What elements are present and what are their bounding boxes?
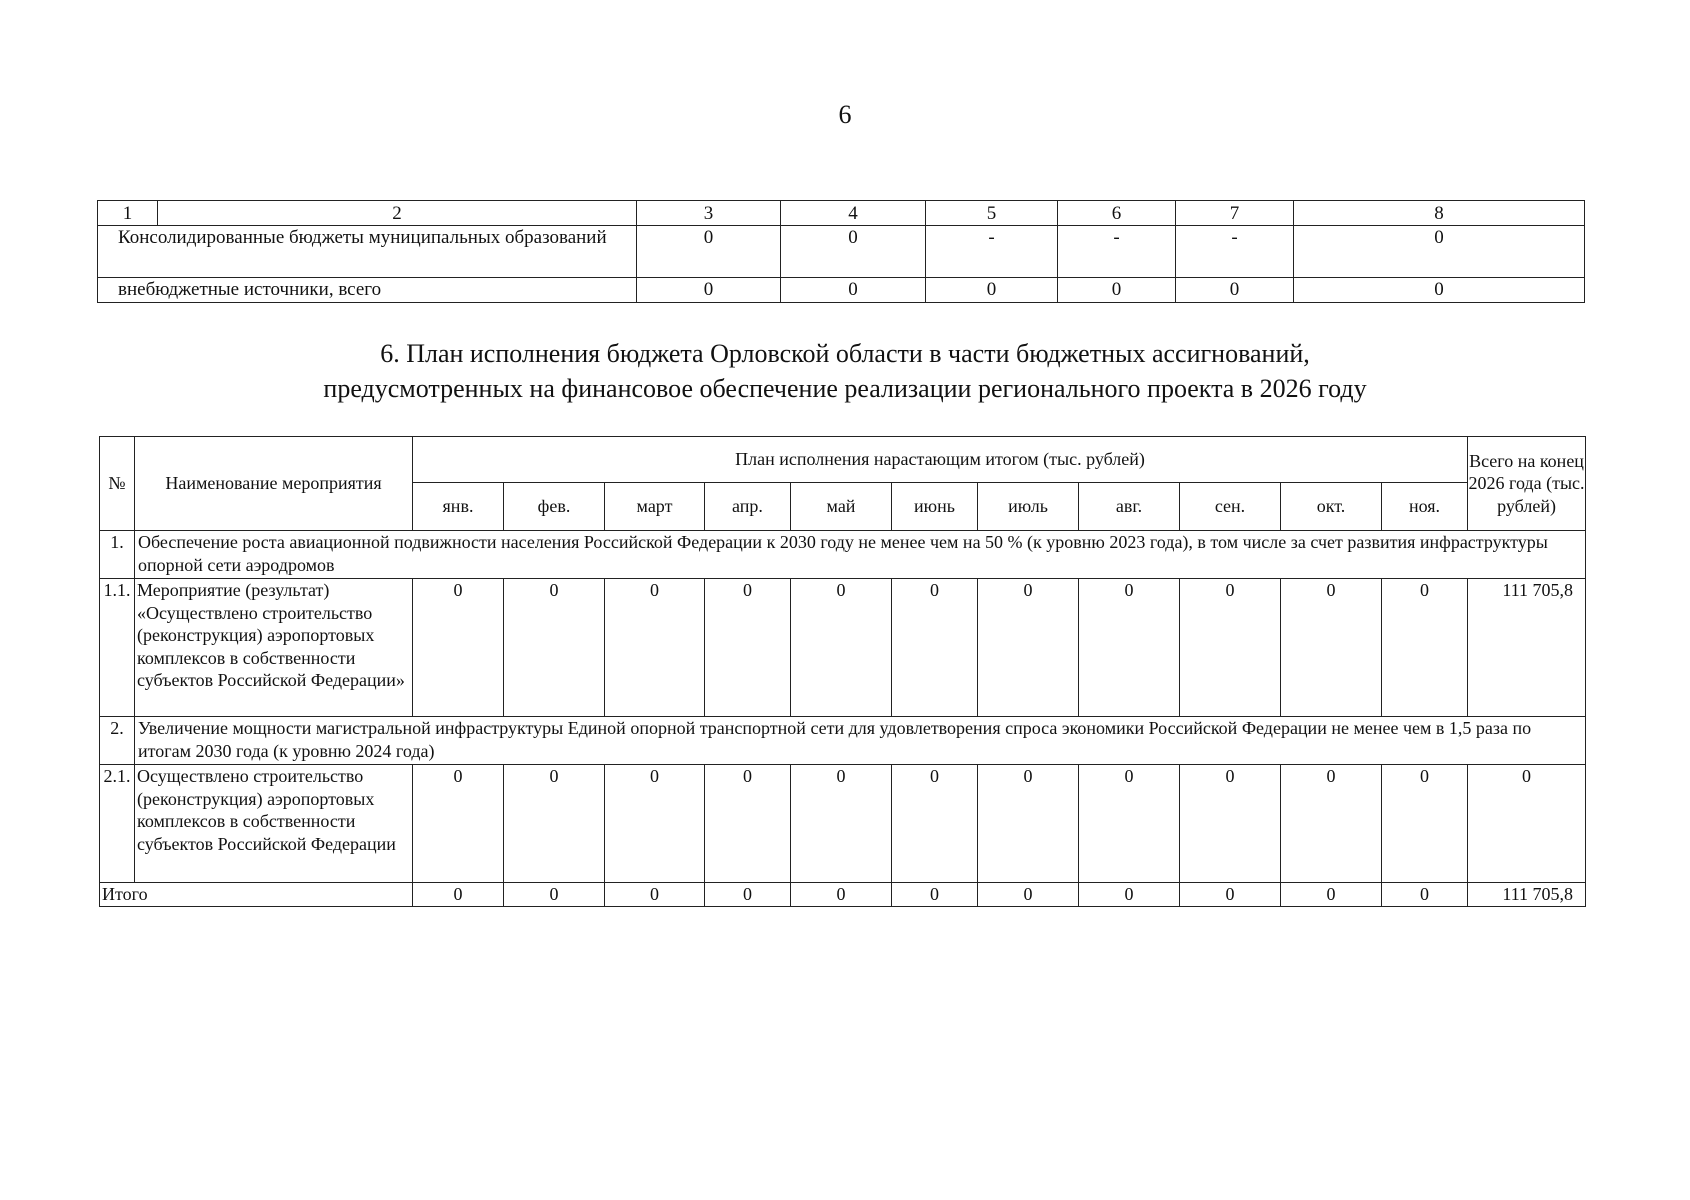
cell-value: 0 [504, 765, 605, 883]
section-title [0, 336, 1690, 406]
header-row [100, 437, 1586, 483]
cell-value: 0 [1180, 883, 1281, 907]
table-row [98, 226, 1585, 278]
table-row [100, 579, 1586, 717]
cell-value: 0 [705, 883, 791, 907]
cell-total: 111 705,8 [1468, 579, 1586, 717]
cell-value: 0 [892, 579, 978, 717]
cell-value: 0 [1281, 765, 1382, 883]
cell-value: 0 [605, 883, 705, 907]
cell-value: 0 [1382, 579, 1468, 717]
cell-value: 0 [1176, 278, 1294, 303]
cell-value: 0 [1079, 765, 1180, 883]
item-num: 1.1. [100, 579, 135, 717]
section-title-cell: Обеспечение роста авиационной подвижности населения Российской Федерации к 2030 году не менее чем на 50 % (к уровню 2023 года), в том числе за счет развития инфраструктуры опорной сети аэродромов [135, 531, 1586, 579]
cell-value: 0 [504, 579, 605, 717]
cell-value: 0 [978, 883, 1079, 907]
column-number: 8 [1294, 201, 1585, 226]
column-number: 2 [158, 201, 637, 226]
cell-value: 0 [781, 278, 926, 303]
cell-value: 0 [978, 579, 1079, 717]
item-name: Осуществлено строительство (реконструкция) аэропортовых комплексов в собственности субъектов Российской Федерации [135, 765, 413, 883]
item-name: Мероприятие (результат) «Осуществлено строительство (реконструкция) аэропортовых комплексов в собственности субъектов Российской Федерации» [135, 579, 413, 717]
cell-value: 0 [926, 278, 1058, 303]
table-row [98, 278, 1585, 303]
page-number: 6 [838, 100, 852, 129]
column-number: 5 [926, 201, 1058, 226]
cell-value: 0 [791, 579, 892, 717]
total-label: Итого [100, 883, 413, 907]
section-row [100, 531, 1586, 579]
cell-total: 0 [1468, 765, 1586, 883]
cell-value: 0 [1180, 765, 1281, 883]
section-title-line: 6. План исполнения бюджета Орловской области в части бюджетных ассигнований, [380, 339, 1310, 368]
cell-value: 0 [413, 579, 504, 717]
row-label: Консолидированные бюджеты муниципальных образований [98, 226, 637, 278]
row-label: внебюджетные источники, всего [98, 278, 637, 303]
month-header: сен. [1180, 483, 1281, 531]
cell-value: 0 [605, 765, 705, 883]
cell-value: 0 [1382, 883, 1468, 907]
cell-value: 0 [1281, 883, 1382, 907]
budget-plan-table [99, 436, 1586, 907]
cell-value: 0 [413, 765, 504, 883]
month-header: июль [978, 483, 1079, 531]
cell-value: 0 [637, 226, 781, 278]
header-total: Всего на конец 2026 года (тыс. рублей) [1468, 437, 1586, 531]
cell-value: - [1176, 226, 1294, 278]
cell-value: 0 [637, 278, 781, 303]
column-number: 1 [98, 201, 158, 226]
section-title-line: предусмотренных на финансовое обеспечение реализации регионального проекта в 2026 году [323, 374, 1367, 403]
month-header: май [791, 483, 892, 531]
cell-value: 0 [791, 765, 892, 883]
month-header: фев. [504, 483, 605, 531]
column-number: 7 [1176, 201, 1294, 226]
cell-value: 0 [1079, 579, 1180, 717]
cell-value: 0 [892, 883, 978, 907]
month-header: янв. [413, 483, 504, 531]
cell-value: - [1058, 226, 1176, 278]
column-number: 6 [1058, 201, 1176, 226]
column-number-row [98, 201, 1585, 226]
month-header: апр. [705, 483, 791, 531]
column-number: 3 [637, 201, 781, 226]
cell-value: 0 [978, 765, 1079, 883]
cell-value: 0 [504, 883, 605, 907]
column-number: 4 [781, 201, 926, 226]
month-header: март [605, 483, 705, 531]
month-header: авг. [1079, 483, 1180, 531]
cell-value: 0 [605, 579, 705, 717]
month-header: окт. [1281, 483, 1382, 531]
header-name: Наименование мероприятия [135, 437, 413, 531]
header-plan: План исполнения нарастающим итогом (тыс. рублей) [413, 437, 1468, 483]
cell-value: 0 [1180, 579, 1281, 717]
cell-value: 0 [705, 579, 791, 717]
cell-value: 0 [791, 883, 892, 907]
cell-value: 0 [1058, 278, 1176, 303]
cell-value: 0 [1382, 765, 1468, 883]
cell-value: 0 [1294, 278, 1585, 303]
cell-value: 0 [1079, 883, 1180, 907]
cell-value: 0 [1294, 226, 1585, 278]
section-row [100, 717, 1586, 765]
item-num: 2.1. [100, 765, 135, 883]
cell-value: 0 [413, 883, 504, 907]
table-row [100, 765, 1586, 883]
cell-value: 0 [781, 226, 926, 278]
header-num: № [100, 437, 135, 531]
section-num: 1. [100, 531, 135, 579]
cell-value: 0 [892, 765, 978, 883]
section-title-cell: Увеличение мощности магистральной инфраструктуры Единой опорной транспортной сети для удовлетворения спроса экономики Российской Федерации не менее чем в 1,5 раза по итогам 2030 года (к уровню 2024 года) [135, 717, 1586, 765]
cell-value: 0 [1281, 579, 1382, 717]
cell-value: - [926, 226, 1058, 278]
cell-value: 0 [705, 765, 791, 883]
section-num: 2. [100, 717, 135, 765]
total-row [100, 883, 1586, 907]
month-header: июнь [892, 483, 978, 531]
cell-total: 111 705,8 [1468, 883, 1586, 907]
budget-sources-table [97, 200, 1585, 303]
month-header: ноя. [1382, 483, 1468, 531]
